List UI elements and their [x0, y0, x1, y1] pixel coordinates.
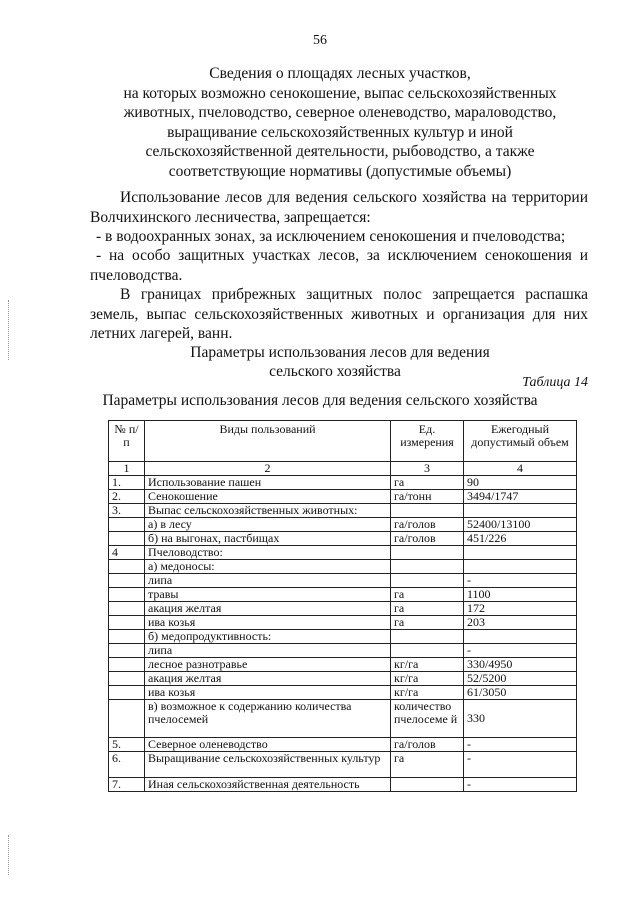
annual-volume: 3494/1747 [464, 490, 577, 504]
unit: кг/га [391, 658, 464, 672]
paragraph-water-zones: - в водоохранных зонах, за исключением сенокошения и пчеловодства; [96, 228, 566, 245]
usage-type: а) в лесу [145, 518, 391, 532]
usage-type: ива козья [145, 686, 391, 700]
usage-type: Северное оленеводство [145, 738, 391, 752]
row-number [109, 686, 145, 700]
row-number [109, 588, 145, 602]
column-number-row [109, 462, 577, 476]
table-row [109, 778, 577, 792]
annual-volume [464, 630, 577, 644]
unit: га [391, 476, 464, 490]
usage-type: б) на выгонах, пастбищах [145, 532, 391, 546]
usage-type: в) возможное к содержанию количества пчелосемей [145, 700, 391, 738]
usage-type: травы [145, 588, 391, 602]
annual-volume: 330/4950 [464, 658, 577, 672]
unit: га [391, 752, 464, 778]
unit [391, 546, 464, 560]
table-row [109, 574, 577, 588]
annual-volume: 203 [464, 616, 577, 630]
annual-volume [464, 504, 577, 518]
header-usage-type: Виды пользований [145, 421, 391, 462]
unit: га [391, 602, 464, 616]
unit [391, 504, 464, 518]
unit: га [391, 616, 464, 630]
unit: га/голов [391, 532, 464, 546]
header-number: № п/п [109, 421, 145, 462]
column-number: 3 [391, 462, 464, 476]
scan-margin-marks [8, 835, 13, 875]
column-number: 4 [464, 462, 577, 476]
row-number [109, 602, 145, 616]
row-number [109, 630, 145, 644]
table-row [109, 546, 577, 560]
annual-volume: - [464, 752, 577, 778]
table-header-row [109, 421, 577, 462]
row-number: 3. [109, 504, 145, 518]
heading-line: сельскохозяйственной деятельности, рыбоводство, а также [145, 143, 535, 160]
table-row [109, 602, 577, 616]
table-row [109, 700, 577, 738]
paragraph-coastal-strips: В границах прибрежных защитных полос запрещается распашка земель, выпас сельскохозяйственных животных и организация для них летних лагерей, ванн. [90, 286, 588, 342]
document-heading [80, 64, 600, 181]
params-heading-line: сельского хозяйства [269, 363, 401, 380]
row-number [109, 672, 145, 686]
table-row [109, 738, 577, 752]
usage-type: липа [145, 644, 391, 658]
unit [391, 574, 464, 588]
usage-type: Пчеловодство: [145, 546, 391, 560]
column-number: 1 [109, 462, 145, 476]
annual-volume: 52/5200 [464, 672, 577, 686]
row-number [109, 532, 145, 546]
usage-type: Выращивание сельскохозяйственных культур [145, 752, 391, 778]
usage-type: Иная сельскохозяйственная деятельность [145, 778, 391, 792]
row-number [109, 700, 145, 738]
table-row [109, 616, 577, 630]
row-number [109, 644, 145, 658]
annual-volume [464, 546, 577, 560]
table-row [109, 630, 577, 644]
annual-volume: 52400/13100 [464, 518, 577, 532]
table-row [109, 672, 577, 686]
table-row [109, 476, 577, 490]
table-row [109, 644, 577, 658]
unit: га [391, 588, 464, 602]
annual-volume [464, 560, 577, 574]
usage-type: Использование пашен [145, 476, 391, 490]
row-number: 7. [109, 778, 145, 792]
annual-volume: 451/226 [464, 532, 577, 546]
table-row [109, 560, 577, 574]
table-label: Таблица 14 [522, 375, 588, 390]
row-number [109, 574, 145, 588]
table-row [109, 588, 577, 602]
unit: га/голов [391, 518, 464, 532]
heading-line: Сведения о площадях лесных участков, [209, 65, 471, 82]
row-number: 4 [109, 546, 145, 560]
annual-volume: 330 [464, 700, 577, 738]
usage-type: Выпас сельскохозяйственных животных: [145, 504, 391, 518]
annual-volume: - [464, 738, 577, 752]
table-title: Параметры использования лесов для ведения сельского хозяйства [102, 392, 538, 409]
heading-line: соответствующие нормативы (допустимые объемы) [168, 162, 512, 180]
unit [391, 560, 464, 574]
table-row [109, 658, 577, 672]
usage-type: лесное разнотравье [145, 658, 391, 672]
scan-margin-marks [8, 300, 13, 360]
paragraph-protective-areas: - на особо защитных участках лесов, за исключением сенокошения и пчеловодства. [90, 247, 588, 284]
unit [391, 630, 464, 644]
usage-type: липа [145, 574, 391, 588]
annual-volume: 90 [464, 476, 577, 490]
heading-line: выращивание сельскохозяйственных культур и иной [167, 123, 513, 141]
row-number: 5. [109, 738, 145, 752]
table-row [109, 518, 577, 532]
row-number [109, 616, 145, 630]
usage-type: Сенокошение [145, 490, 391, 504]
usage-type: б) медопродуктивность: [145, 630, 391, 644]
annual-volume: - [464, 574, 577, 588]
params-heading-line: Параметры использования лесов для ведения [190, 344, 490, 361]
unit: количество пчелосеме й [391, 700, 464, 738]
unit [391, 778, 464, 792]
usage-type: ива козья [145, 616, 391, 630]
agriculture-params-table [108, 420, 577, 792]
table-row [109, 686, 577, 700]
page-number: 56 [313, 33, 327, 48]
table-row [109, 752, 577, 778]
annual-volume: 172 [464, 602, 577, 616]
table-row [109, 490, 577, 504]
annual-volume: 1100 [464, 588, 577, 602]
params-heading [120, 343, 560, 381]
row-number [109, 560, 145, 574]
usage-type: акация желтая [145, 602, 391, 616]
row-number [109, 518, 145, 532]
unit: кг/га [391, 672, 464, 686]
table-row [109, 504, 577, 518]
annual-volume: - [464, 644, 577, 658]
usage-type: а) медоносы: [145, 560, 391, 574]
heading-line: животных, пчеловодство, северное оленеводство, мараловодство, [123, 104, 557, 121]
row-number: 6. [109, 752, 145, 778]
header-annual-volume: Ежегодный допустимый объем [464, 421, 577, 462]
row-number: 1. [109, 476, 145, 490]
row-number: 2. [109, 490, 145, 504]
unit: га/тонн [391, 490, 464, 504]
unit [391, 644, 464, 658]
column-number: 2 [145, 462, 391, 476]
header-unit: Ед. измерения [391, 421, 464, 462]
unit: га/голов [391, 738, 464, 752]
annual-volume: - [464, 778, 577, 792]
paragraph-prohibition: Использование лесов для ведения сельского хозяйства на территории Волчихинского лесничества, запрещается: [90, 189, 588, 226]
usage-type: акация желтая [145, 672, 391, 686]
unit: кг/га [391, 686, 464, 700]
heading-line: на которых возможно сенокошение, выпас сельскохозяйственных [123, 84, 557, 102]
annual-volume: 61/3050 [464, 686, 577, 700]
table-row [109, 532, 577, 546]
row-number [109, 658, 145, 672]
